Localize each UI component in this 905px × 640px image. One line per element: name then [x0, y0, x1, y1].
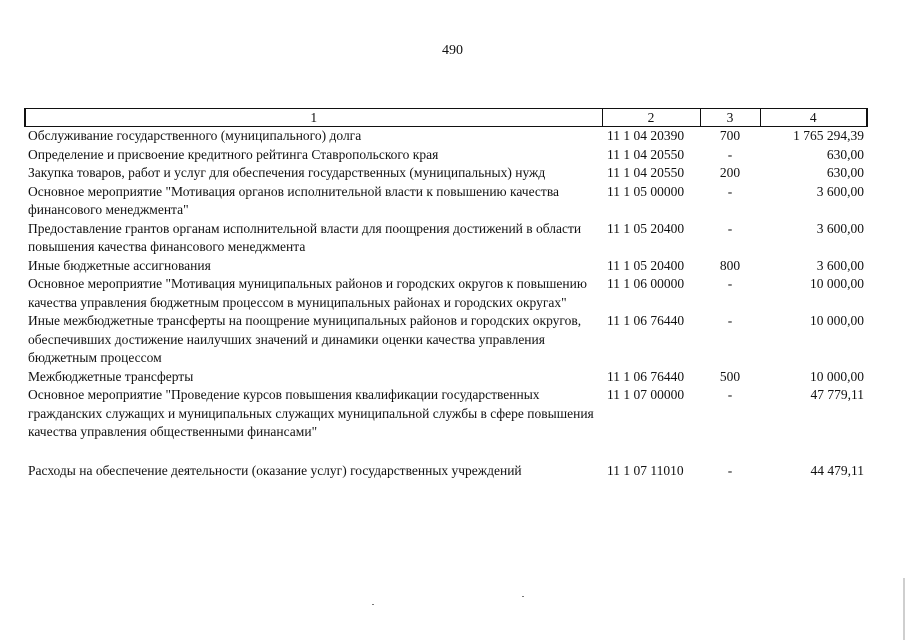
row-code: 11 1 06 76440 [607, 313, 685, 328]
row-type: - [727, 276, 733, 291]
row-code: 11 1 05 20400 [607, 257, 685, 273]
table-row [25, 368, 867, 387]
row-amount: 10 000,00 [810, 313, 864, 328]
row-type: 800 [719, 257, 741, 273]
column-header-2: 2 [602, 109, 700, 127]
row-amount: 1 765 294,39 [793, 128, 864, 143]
row-type: 200 [719, 165, 741, 180]
table-row [25, 146, 867, 165]
row-amount: 3 600,00 [816, 220, 864, 236]
row-amount: 10 000,00 [810, 368, 864, 384]
row-amount: 44 479,11 [810, 462, 864, 478]
table-row [25, 257, 867, 276]
table-row [25, 442, 867, 481]
row-code: 11 1 05 20400 [607, 220, 685, 236]
row-type: - [727, 313, 733, 328]
row-type: 700 [719, 128, 741, 143]
row-type: - [727, 387, 733, 402]
row-code: 11 1 04 20550 [607, 146, 685, 162]
row-code: 11 1 07 11010 [607, 462, 684, 478]
row-type: - [727, 146, 733, 162]
row-amount: 3 600,00 [816, 183, 864, 199]
row-code: 11 1 06 76440 [607, 368, 685, 384]
scan-speck [372, 604, 374, 605]
row-code: 11 1 04 20550 [607, 165, 685, 180]
row-name: Иные бюджетные ассигнования [28, 257, 211, 273]
column-header-1: 1 [25, 109, 602, 127]
row-code: 11 1 07 00000 [607, 387, 685, 402]
row-amount: 47 779,11 [810, 387, 864, 402]
row-name: Расходы на обеспечение деятельности (оказание услуг) государственных учреждений [28, 462, 522, 478]
row-name: Основное мероприятие "Проведение курсов повышения квалификации государственных гражданских служащих и муниципальных служащих муниципальной службы в сфере повышения качества управления общественными финансами" [28, 387, 594, 439]
table-row [25, 312, 867, 368]
table-row [25, 127, 867, 146]
row-name: Основное мероприятие "Мотивация органов исполнительной власти к повышению качества финансового менеджмента" [28, 183, 560, 217]
row-type: - [727, 183, 733, 199]
column-header-4: 4 [760, 109, 867, 127]
row-amount: 630,00 [826, 146, 864, 162]
row-name: Предоставление грантов органам исполнительной власти для поощрения достижений в области повышения качества финансового менеджмента [28, 220, 582, 254]
budget-table [24, 108, 868, 480]
row-type: 500 [719, 368, 741, 384]
row-type: - [727, 462, 733, 478]
row-name: Иные межбюджетные трансферты на поощрение муниципальных районов и городских округов, обеспечивших достижение наилучших значений и динамики оценки качества управления бюджетным процессом [28, 313, 582, 365]
table-header-row [25, 109, 867, 127]
table-row [25, 220, 867, 257]
row-name: Определение и присвоение кредитного рейтинга Ставропольского края [28, 146, 439, 162]
column-header-3: 3 [700, 109, 760, 127]
row-amount: 10 000,00 [810, 276, 864, 291]
row-code: 11 1 05 00000 [607, 183, 685, 199]
row-amount: 3 600,00 [816, 257, 864, 273]
table-row [25, 386, 867, 442]
table-body [25, 127, 867, 481]
row-amount: 630,00 [826, 165, 864, 180]
row-type: - [727, 220, 733, 236]
scan-speck [522, 596, 524, 597]
row-name: Межбюджетные трансферты [28, 368, 194, 384]
table-row [25, 164, 867, 183]
row-code: 11 1 04 20390 [607, 128, 685, 143]
row-name: Обслуживание государственного (муниципального) долга [28, 128, 362, 143]
table-row [25, 183, 867, 220]
table-row [25, 275, 867, 312]
row-name: Закупка товаров, работ и услуг для обеспечения государственных (муниципальных) нужд [28, 165, 546, 180]
page-number: 490 [442, 43, 463, 58]
row-name: Основное мероприятие "Мотивация муниципальных районов и городских округов к повышению качества управления бюджетным процессом в муниципальных районах и городских округах" [28, 276, 587, 310]
row-code: 11 1 06 00000 [607, 276, 685, 291]
